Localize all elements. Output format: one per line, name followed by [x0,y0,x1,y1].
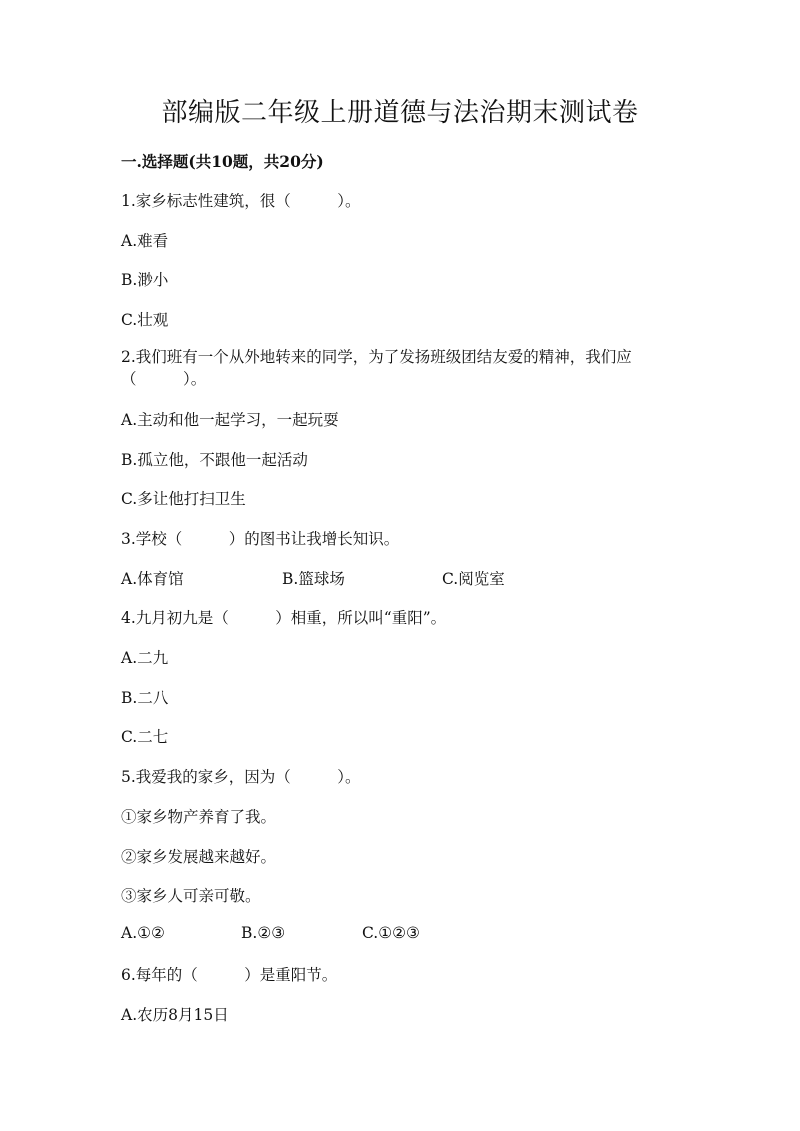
question-4-option-b: B.二八 [121,689,169,707]
question-2-option-b: B.孤立他，不跟他一起活动 [121,451,308,469]
question-5-statement-2: ②家乡发展越来越好。 [121,848,277,866]
question-5-stem: 5.我爱我的家乡，因为（ ）。 [121,768,361,786]
question-4-option-c: C.二七 [121,728,169,746]
question-3-option-a: A.体育馆 [121,570,184,588]
question-3-stem: 3.学校（ ）的图书让我增长知识。 [121,530,400,548]
question-5-statement-1: ①家乡物产养育了我。 [121,808,277,826]
page-title: 部编版二年级上册道德与法治期末测试卷 [161,98,639,128]
question-1-option-a: A.难看 [121,232,169,250]
question-1-option-b: B.渺小 [121,271,169,289]
question-3-option-b: B.篮球场 [282,570,345,588]
question-1-stem: 1.家乡标志性建筑，很（ ）。 [121,192,361,210]
question-2-stem: 2.我们班有一个从外地转来的同学，为了发扬班级团结友爱的精神，我们应（ ）。 [121,348,632,388]
question-4-option-a: A.二九 [121,649,169,667]
question-5-option-b: B.②③ [241,924,286,942]
question-5-option-a: A.①② [121,924,165,942]
question-1-option-c: C.壮观 [121,311,169,329]
question-2-option-c: C.多让他打扫卫生 [121,490,246,508]
question-5-option-c: C.①②③ [362,924,420,942]
question-5-statement-3: ③家乡人可亲可敬。 [121,887,261,905]
question-6-option-a: A.农历8月15日 [121,1006,229,1024]
question-3-option-c: C.阅览室 [442,570,505,588]
section-header: 一.选择题(共10题，共20分) [121,152,324,171]
question-2-option-a: A.主动和他一起学习，一起玩耍 [121,411,339,429]
question-4-stem: 4.九月初九是（ ）相重，所以叫“重阳”。 [121,609,447,627]
question-6-stem: 6.每年的（ ）是重阳节。 [121,966,338,984]
